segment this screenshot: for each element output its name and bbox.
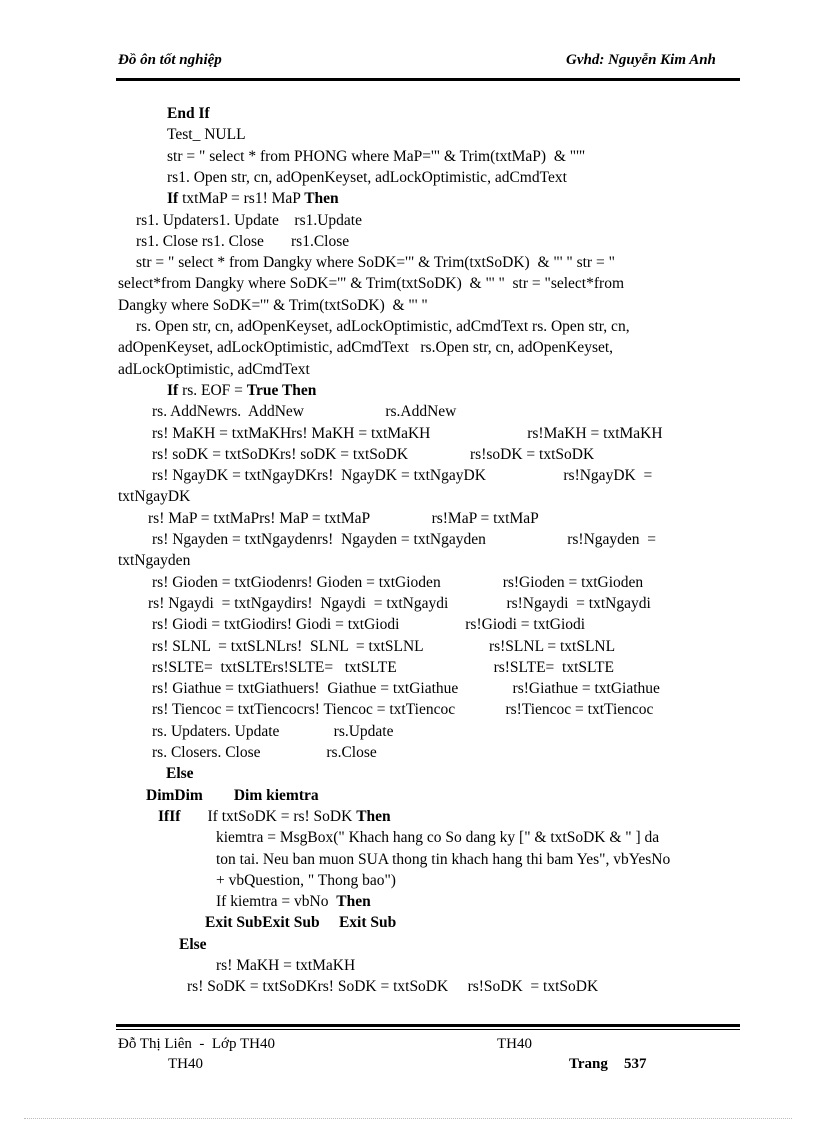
code-line: rs! SLNL = txtSLNLrs! SLNL = txtSLNL rs!SLNL = txtSLNL xyxy=(152,637,616,655)
code-line: rs! Ngayden = txtNgaydenrs! Ngayden = txtNgayden rs!Ngayden = xyxy=(152,531,657,548)
code-line: rs! NgayDK = txtNgayDKrs! NgayDK = txtNgayDK rs!NgayDK = xyxy=(152,467,653,485)
code-line: str = " select * from Dangky where SoDK='" & Trim(txtSoDK) & "' " str = " xyxy=(136,254,615,272)
footer-class-center: TH40 xyxy=(497,1036,532,1052)
code-line: Exit SubExit Sub Exit Sub xyxy=(205,914,397,932)
code-line: str = " select * from PHONG where MaP='" & Trim(txtMaP) & "'" xyxy=(167,147,586,165)
footer-rule-thick xyxy=(116,1024,740,1027)
code-line: rs! Tiencoc = txtTiencocrs! Tiencoc = txtTiencoc rs!Tiencoc = txtTiencoc xyxy=(152,701,654,719)
footer-page-label: Trang xyxy=(569,1056,608,1072)
code-line: rs1. Open str, cn, adOpenKeyset, adLockOptimistic, adCmdText xyxy=(167,168,567,186)
code-line: rs. Closers. Close rs.Close xyxy=(152,744,377,761)
code-line: txtNgayDK xyxy=(118,488,191,506)
code-line: Test_ NULL xyxy=(167,126,246,144)
code-line: rs. Updaters. Update rs.Update xyxy=(152,722,394,740)
footer-class-left: TH40 xyxy=(168,1056,203,1072)
code-line: IfIf If txtSoDK = rs! SoDK Then xyxy=(158,807,391,825)
code-line: adLockOptimistic, adCmdText xyxy=(118,360,310,378)
code-line: rs! MaKH = txtMaKH xyxy=(216,957,356,974)
code-line: rs. AddNewrs. AddNew rs.AddNew xyxy=(152,403,457,421)
code-line: rs1. Close rs1. Close rs1.Close xyxy=(136,232,350,250)
code-line: rs! Giodi = txtGiodirs! Giodi = txtGiodi rs!Giodi = txtGiodi xyxy=(152,616,586,634)
code-line: rs! Ngaydi = txtNgaydirs! Ngaydi = txtNgaydi rs!Ngaydi = txtNgaydi xyxy=(148,594,651,612)
header-right: Gvhd: Nguyễn Kim Anh xyxy=(566,52,716,68)
code-line: DimDim Dim kiemtra xyxy=(146,786,319,804)
footer-rule-thin xyxy=(116,1029,740,1030)
code-line: ton tai. Neu ban muon SUA thong tin khach hang thi bam Yes", vbYesNo xyxy=(216,850,671,868)
page-bottom-edge xyxy=(24,1118,792,1119)
code-line: If txtMaP = rs1! MaP Then xyxy=(167,190,339,208)
code-line: rs1. Updaters1. Update rs1.Update xyxy=(136,211,362,229)
code-line: rs! Gioden = txtGiodenrs! Gioden = txtGioden rs!Gioden = txtGioden xyxy=(152,573,644,591)
code-line: rs! soDK = txtSoDKrs! soDK = txtSoDK rs!soDK = txtSoDK xyxy=(152,445,595,463)
code-line: If kiemtra = vbNo Then xyxy=(216,893,371,911)
code-line: rs!SLTE= txtSLTErs!SLTE= txtSLTE rs!SLTE= txtSLTE xyxy=(152,658,614,676)
footer-page-number: 537 xyxy=(624,1056,647,1072)
code-line: Dangky where SoDK='" & Trim(txtSoDK) & "' " xyxy=(118,296,428,314)
code-line: + vbQuestion, " Thong bao") xyxy=(216,871,396,889)
footer-author: Đỗ Thị Liên - Lớp TH40 xyxy=(118,1036,275,1052)
header-left: Đồ ôn tốt nghiệp xyxy=(118,52,222,68)
code-line: txtNgayden xyxy=(118,552,191,570)
code-line: select*from Dangky where SoDK='" & Trim(txtSoDK) & "' " str = "select*from xyxy=(118,275,624,293)
code-line: rs! Giathue = txtGiathuers! Giathue = txtGiathue rs!Giathue = txtGiathue xyxy=(152,680,660,698)
code-line: If rs. EOF = True Then xyxy=(167,381,317,399)
code-line: rs. Open str, cn, adOpenKeyset, adLockOptimistic, adCmdText rs. Open str, cn, xyxy=(136,318,630,335)
code-line: kiemtra = MsgBox(" Khach hang co So dang ky [" & txtSoDK & " ] da xyxy=(216,829,660,847)
code-line: rs! MaKH = txtMaKHrs! MaKH = txtMaKH rs!MaKH = txtMaKH xyxy=(152,424,663,442)
code-line: End If xyxy=(167,105,210,122)
code-line: Else xyxy=(166,765,194,783)
code-line: rs! MaP = txtMaPrs! MaP = txtMaP rs!MaP = txtMaP xyxy=(148,509,539,527)
code-line: rs! SoDK = txtSoDKrs! SoDK = txtSoDK rs!SoDK = txtSoDK xyxy=(187,978,599,996)
code-line: Else xyxy=(179,935,207,953)
code-line: adOpenKeyset, adLockOptimistic, adCmdText rs.Open str, cn, adOpenKeyset, xyxy=(118,339,614,357)
